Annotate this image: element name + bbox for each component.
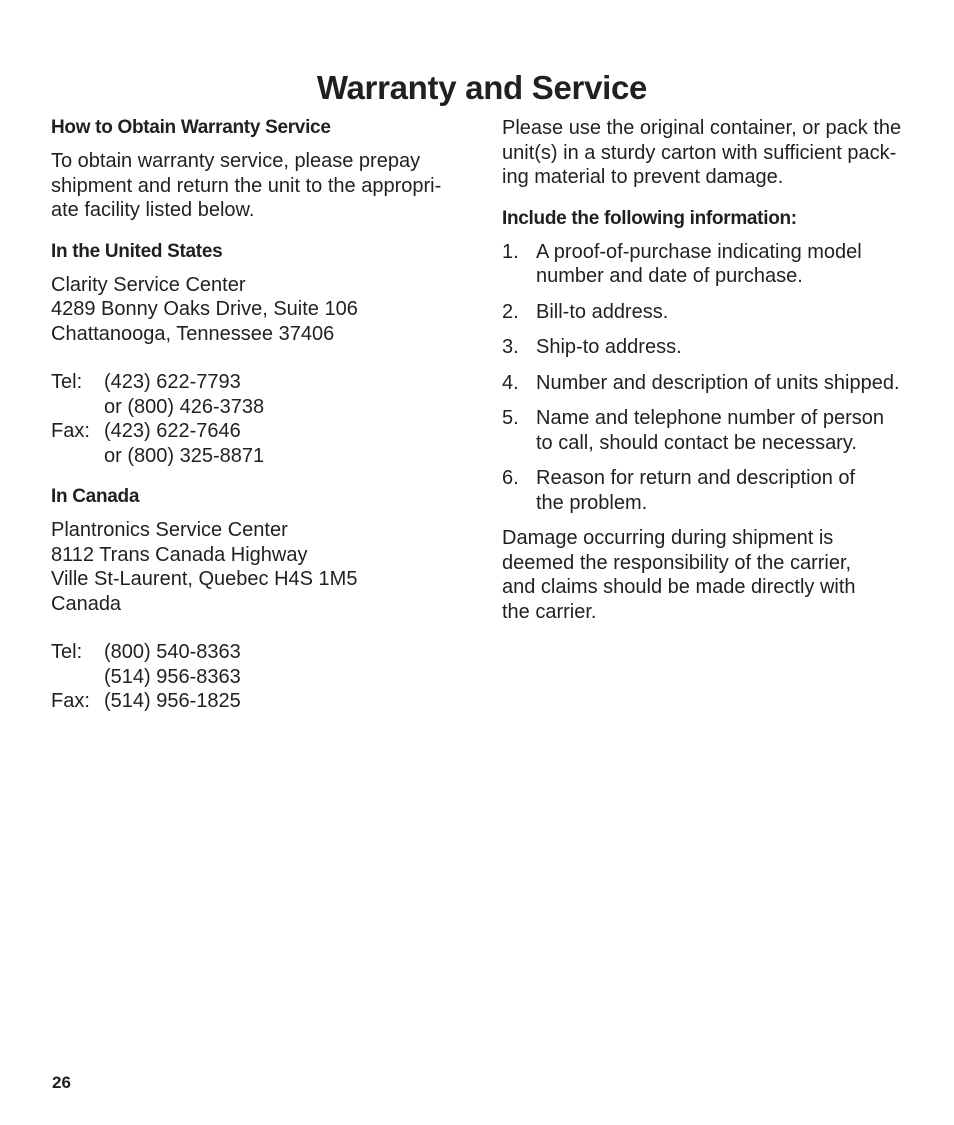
list-item-line: A proof-of-purchase indicating model bbox=[536, 240, 862, 263]
contact-label bbox=[51, 395, 104, 420]
paragraph-line: ing material to prevent damage. bbox=[502, 166, 784, 188]
include-info-heading: Include the following information: bbox=[502, 207, 797, 229]
paragraph-line: deemed the responsibility of the carrier, bbox=[502, 551, 852, 574]
list-item bbox=[502, 300, 922, 325]
list-item-text bbox=[536, 466, 855, 515]
address-line: Canada bbox=[51, 592, 122, 615]
canada-heading: In Canada bbox=[51, 486, 140, 507]
canada-tel-alt-row bbox=[51, 665, 471, 690]
list-item bbox=[502, 335, 922, 360]
page-title: Warranty and Service bbox=[316, 69, 648, 107]
obtain-warranty-heading: How to Obtain Warranty Service bbox=[51, 117, 331, 138]
contact-label: Tel: bbox=[51, 641, 83, 663]
contact-label: Fax: bbox=[51, 690, 90, 712]
list-item-text bbox=[536, 240, 862, 289]
list-item-text bbox=[536, 335, 682, 360]
address-line: Plantronics Service Center bbox=[51, 519, 288, 541]
paragraph-line: and claims should be made directly with bbox=[502, 576, 856, 598]
us-heading: In the United States bbox=[51, 240, 223, 262]
paragraph-line: shipment and return the unit to the appropri- bbox=[51, 174, 442, 197]
list-item-number: 3. bbox=[502, 336, 519, 358]
us-fax-alt-row bbox=[51, 444, 471, 469]
list-item-line: Name and telephone number of person bbox=[536, 407, 885, 429]
paragraph-line: the carrier. bbox=[502, 600, 597, 623]
phone-number: or (800) 426-3738 bbox=[104, 395, 265, 418]
paragraph-line: ate facility listed below. bbox=[51, 199, 255, 221]
right-column bbox=[502, 116, 922, 624]
list-item-line: Reason for return and description of bbox=[536, 467, 856, 489]
contact-label bbox=[51, 665, 104, 690]
paragraph-line: To obtain warranty service, please prepay bbox=[51, 150, 421, 172]
required-info-list bbox=[502, 240, 922, 516]
paragraph-line: Damage occurring during shipment is bbox=[502, 527, 834, 549]
us-fax-row bbox=[51, 419, 471, 444]
left-column bbox=[51, 116, 471, 714]
us-contact-block bbox=[51, 370, 471, 468]
list-item-line: Bill-to address. bbox=[536, 300, 669, 323]
list-item-line: Number and description of units shipped. bbox=[536, 371, 900, 394]
us-tel-alt-row bbox=[51, 395, 471, 420]
fax-number: (514) 956-1825 bbox=[104, 690, 241, 712]
list-item-line: Ship-to address. bbox=[536, 336, 682, 358]
phone-number: (514) 956-8363 bbox=[104, 665, 241, 688]
canada-tel-row bbox=[51, 640, 471, 665]
address-line: Ville St-Laurent, Quebec H4S 1M5 bbox=[51, 568, 358, 590]
list-item-text bbox=[536, 371, 900, 396]
list-item-text bbox=[536, 300, 668, 325]
list-item-text bbox=[536, 406, 884, 455]
contact-label: Tel: bbox=[51, 371, 83, 393]
damage-paragraph bbox=[502, 526, 922, 624]
list-item-number: 5. bbox=[502, 407, 519, 429]
obtain-warranty-paragraph bbox=[51, 149, 471, 223]
us-tel-row bbox=[51, 370, 471, 395]
canada-fax-row bbox=[51, 689, 471, 714]
list-item-line: to call, should contact be necessary. bbox=[536, 431, 857, 454]
packing-paragraph bbox=[502, 116, 922, 190]
paragraph-line: unit(s) in a sturdy carton with sufficient pack- bbox=[502, 141, 897, 164]
address-line: 4289 Bonny Oaks Drive, Suite 106 bbox=[51, 298, 358, 320]
phone-number: (800) 540-8363 bbox=[104, 641, 241, 663]
canada-address bbox=[51, 518, 471, 616]
phone-number: (423) 622-7793 bbox=[104, 371, 241, 393]
us-address bbox=[51, 273, 471, 347]
canada-contact-block bbox=[51, 640, 471, 714]
list-item-number: 2. bbox=[502, 300, 519, 323]
paragraph-line: Please use the original container, or pack the bbox=[502, 117, 902, 139]
list-item bbox=[502, 371, 922, 396]
list-item-number: 4. bbox=[502, 371, 519, 394]
list-item bbox=[502, 466, 922, 515]
address-line: Clarity Service Center bbox=[51, 273, 246, 296]
list-item-line: the problem. bbox=[536, 491, 648, 514]
fax-number: (423) 622-7646 bbox=[104, 420, 241, 442]
list-item bbox=[502, 240, 922, 289]
contact-label: Fax: bbox=[51, 420, 90, 442]
list-item-number: 6. bbox=[502, 467, 519, 489]
address-line: Chattanooga, Tennessee 37406 bbox=[51, 322, 335, 345]
address-line: 8112 Trans Canada Highway bbox=[51, 543, 308, 566]
fax-number: or (800) 325-8871 bbox=[104, 444, 265, 467]
list-item bbox=[502, 406, 922, 455]
list-item-line: number and date of purchase. bbox=[536, 265, 803, 287]
page-number: 26 bbox=[52, 1073, 71, 1092]
list-item-number: 1. bbox=[502, 240, 519, 263]
contact-label bbox=[51, 444, 104, 469]
